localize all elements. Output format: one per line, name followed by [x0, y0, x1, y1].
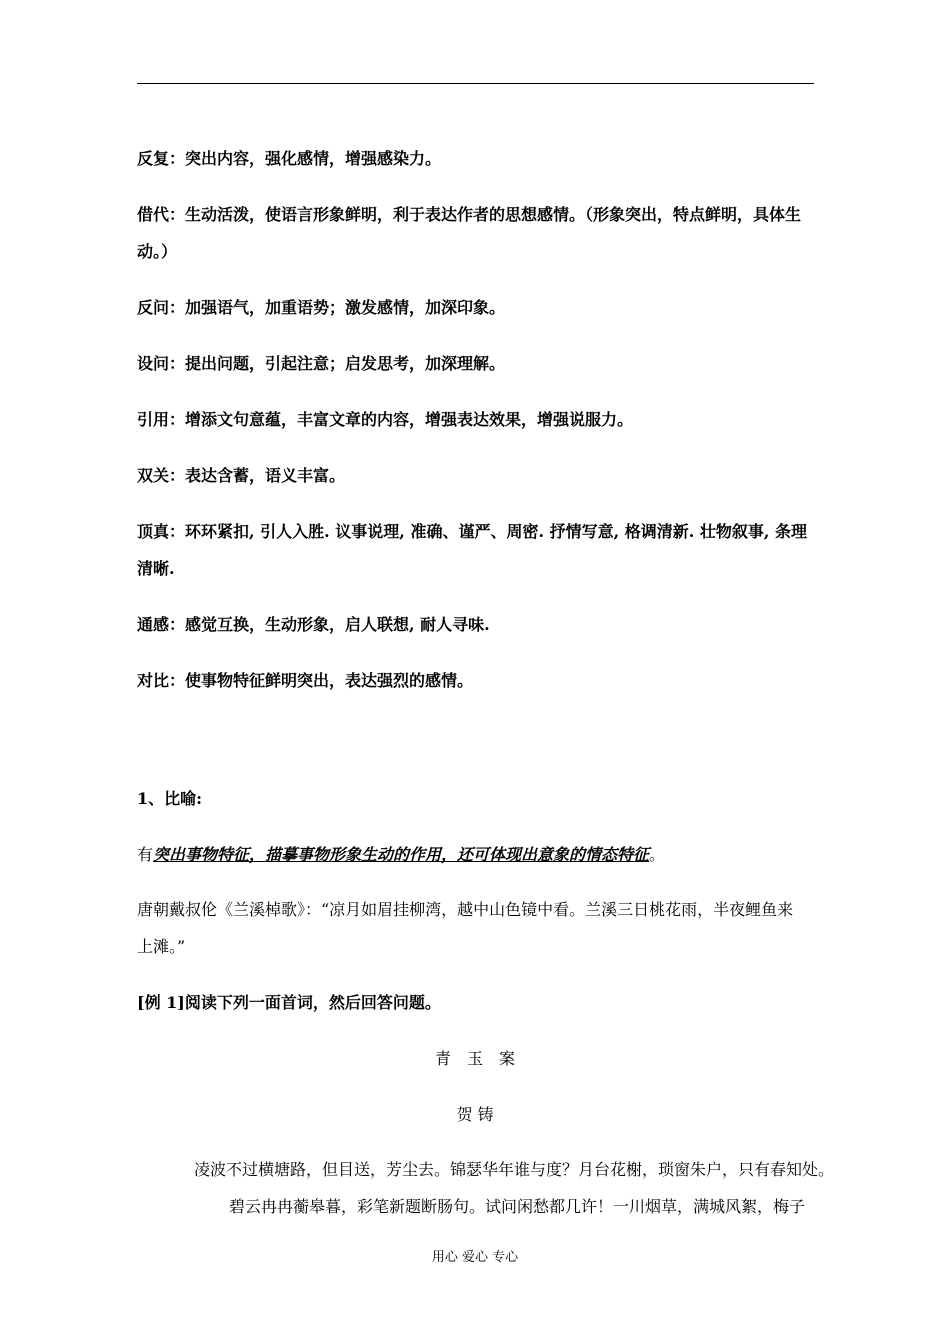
definition-duibi — [137, 670, 827, 692]
task-prompt: [例 1]阅读下列一面首词，然后回答问题。 — [137, 993, 441, 1012]
definition-term: 反问： — [137, 298, 186, 317]
definition-term: 设问： — [137, 354, 186, 373]
definition-term: 引用： — [137, 410, 186, 429]
definition-text: 生动活泼，使语言形象鲜明，利于表达作者的思想感情。（形象突出，特点鲜明，具体生 — [185, 205, 802, 224]
intro-suffix: 。 — [649, 845, 666, 864]
example-line-2: 上滩。” — [137, 937, 186, 956]
definition-term: 顶真： — [137, 522, 186, 541]
example-line-1: 唐朝戴叔伦《兰溪棹歌》：“凉月如眉挂柳湾，越中山色镜中看。兰溪三日桃花雨，半夜鲤鱼来 — [137, 900, 794, 919]
definition-term: 对比： — [137, 671, 186, 690]
definition-term: 双关： — [137, 466, 186, 485]
definition-dingzhen — [137, 521, 827, 543]
page-footer: 用心 爱心 专心 — [431, 1250, 519, 1265]
definition-text: 感觉互换，生动形象，启人联想, 耐人寻味. — [185, 615, 490, 634]
section-intro — [137, 844, 827, 866]
definition-term: 通感： — [137, 615, 186, 634]
poem-title: 青 玉 案 — [434, 1049, 515, 1068]
definition-text: 加强语气，加重语势；激发感情，加深印象。 — [185, 298, 506, 317]
poem-author: 贺 铸 — [456, 1105, 494, 1124]
intro-emphasis: 突出事物特征，描摹事物形象生动的作用，还可体现出意象的情态特征 — [153, 845, 650, 864]
definition-text: 表达含蓄，语义丰富。 — [185, 466, 346, 485]
definition-dingzhen-cont: 清晰. — [137, 559, 175, 578]
definition-text: 增添文句意蕴，丰富文章的内容，增强表达效果，增强说服力。 — [185, 410, 634, 429]
poem-line-1: 凌波不过横塘路，但目送，芳尘去。锦瑟华年谁与度？月台花榭，琐窗朱户，只有春知处。 — [194, 1160, 835, 1179]
definition-jiedai-cont: 动。） — [137, 242, 178, 261]
definition-text: 使事物特征鲜明突出，表达强烈的感情。 — [185, 671, 474, 690]
header-rule — [137, 83, 814, 84]
definition-jiedai — [137, 204, 827, 226]
definition-yinyong — [137, 409, 827, 431]
definition-fanwen — [137, 297, 827, 319]
poem-line-2: 碧云冉冉蘅皋暮，彩笔新题断肠句。试问闲愁都几许！一川烟草，满城风絮，梅子 — [229, 1197, 806, 1216]
definition-text: 环环紧扣, 引人入胜. 议事说理, 准确、谨严、周密. 抒情写意, 格调清新. 壮物叙事, 条理 — [185, 522, 808, 541]
definition-shuangguan — [137, 465, 827, 487]
definition-shewen — [137, 353, 827, 375]
definition-text: 提出问题，引起注意；启发思考，加深理解。 — [185, 354, 506, 373]
section-heading: 1、比喻: — [137, 789, 203, 808]
definition-fanfu — [137, 148, 827, 170]
intro-prefix: 有 — [137, 845, 154, 864]
definition-tonggan — [137, 614, 827, 636]
definition-term: 反复： — [137, 149, 186, 168]
definition-term: 借代： — [137, 205, 186, 224]
definition-text: 突出内容，强化感情，增强感染力。 — [185, 149, 442, 168]
